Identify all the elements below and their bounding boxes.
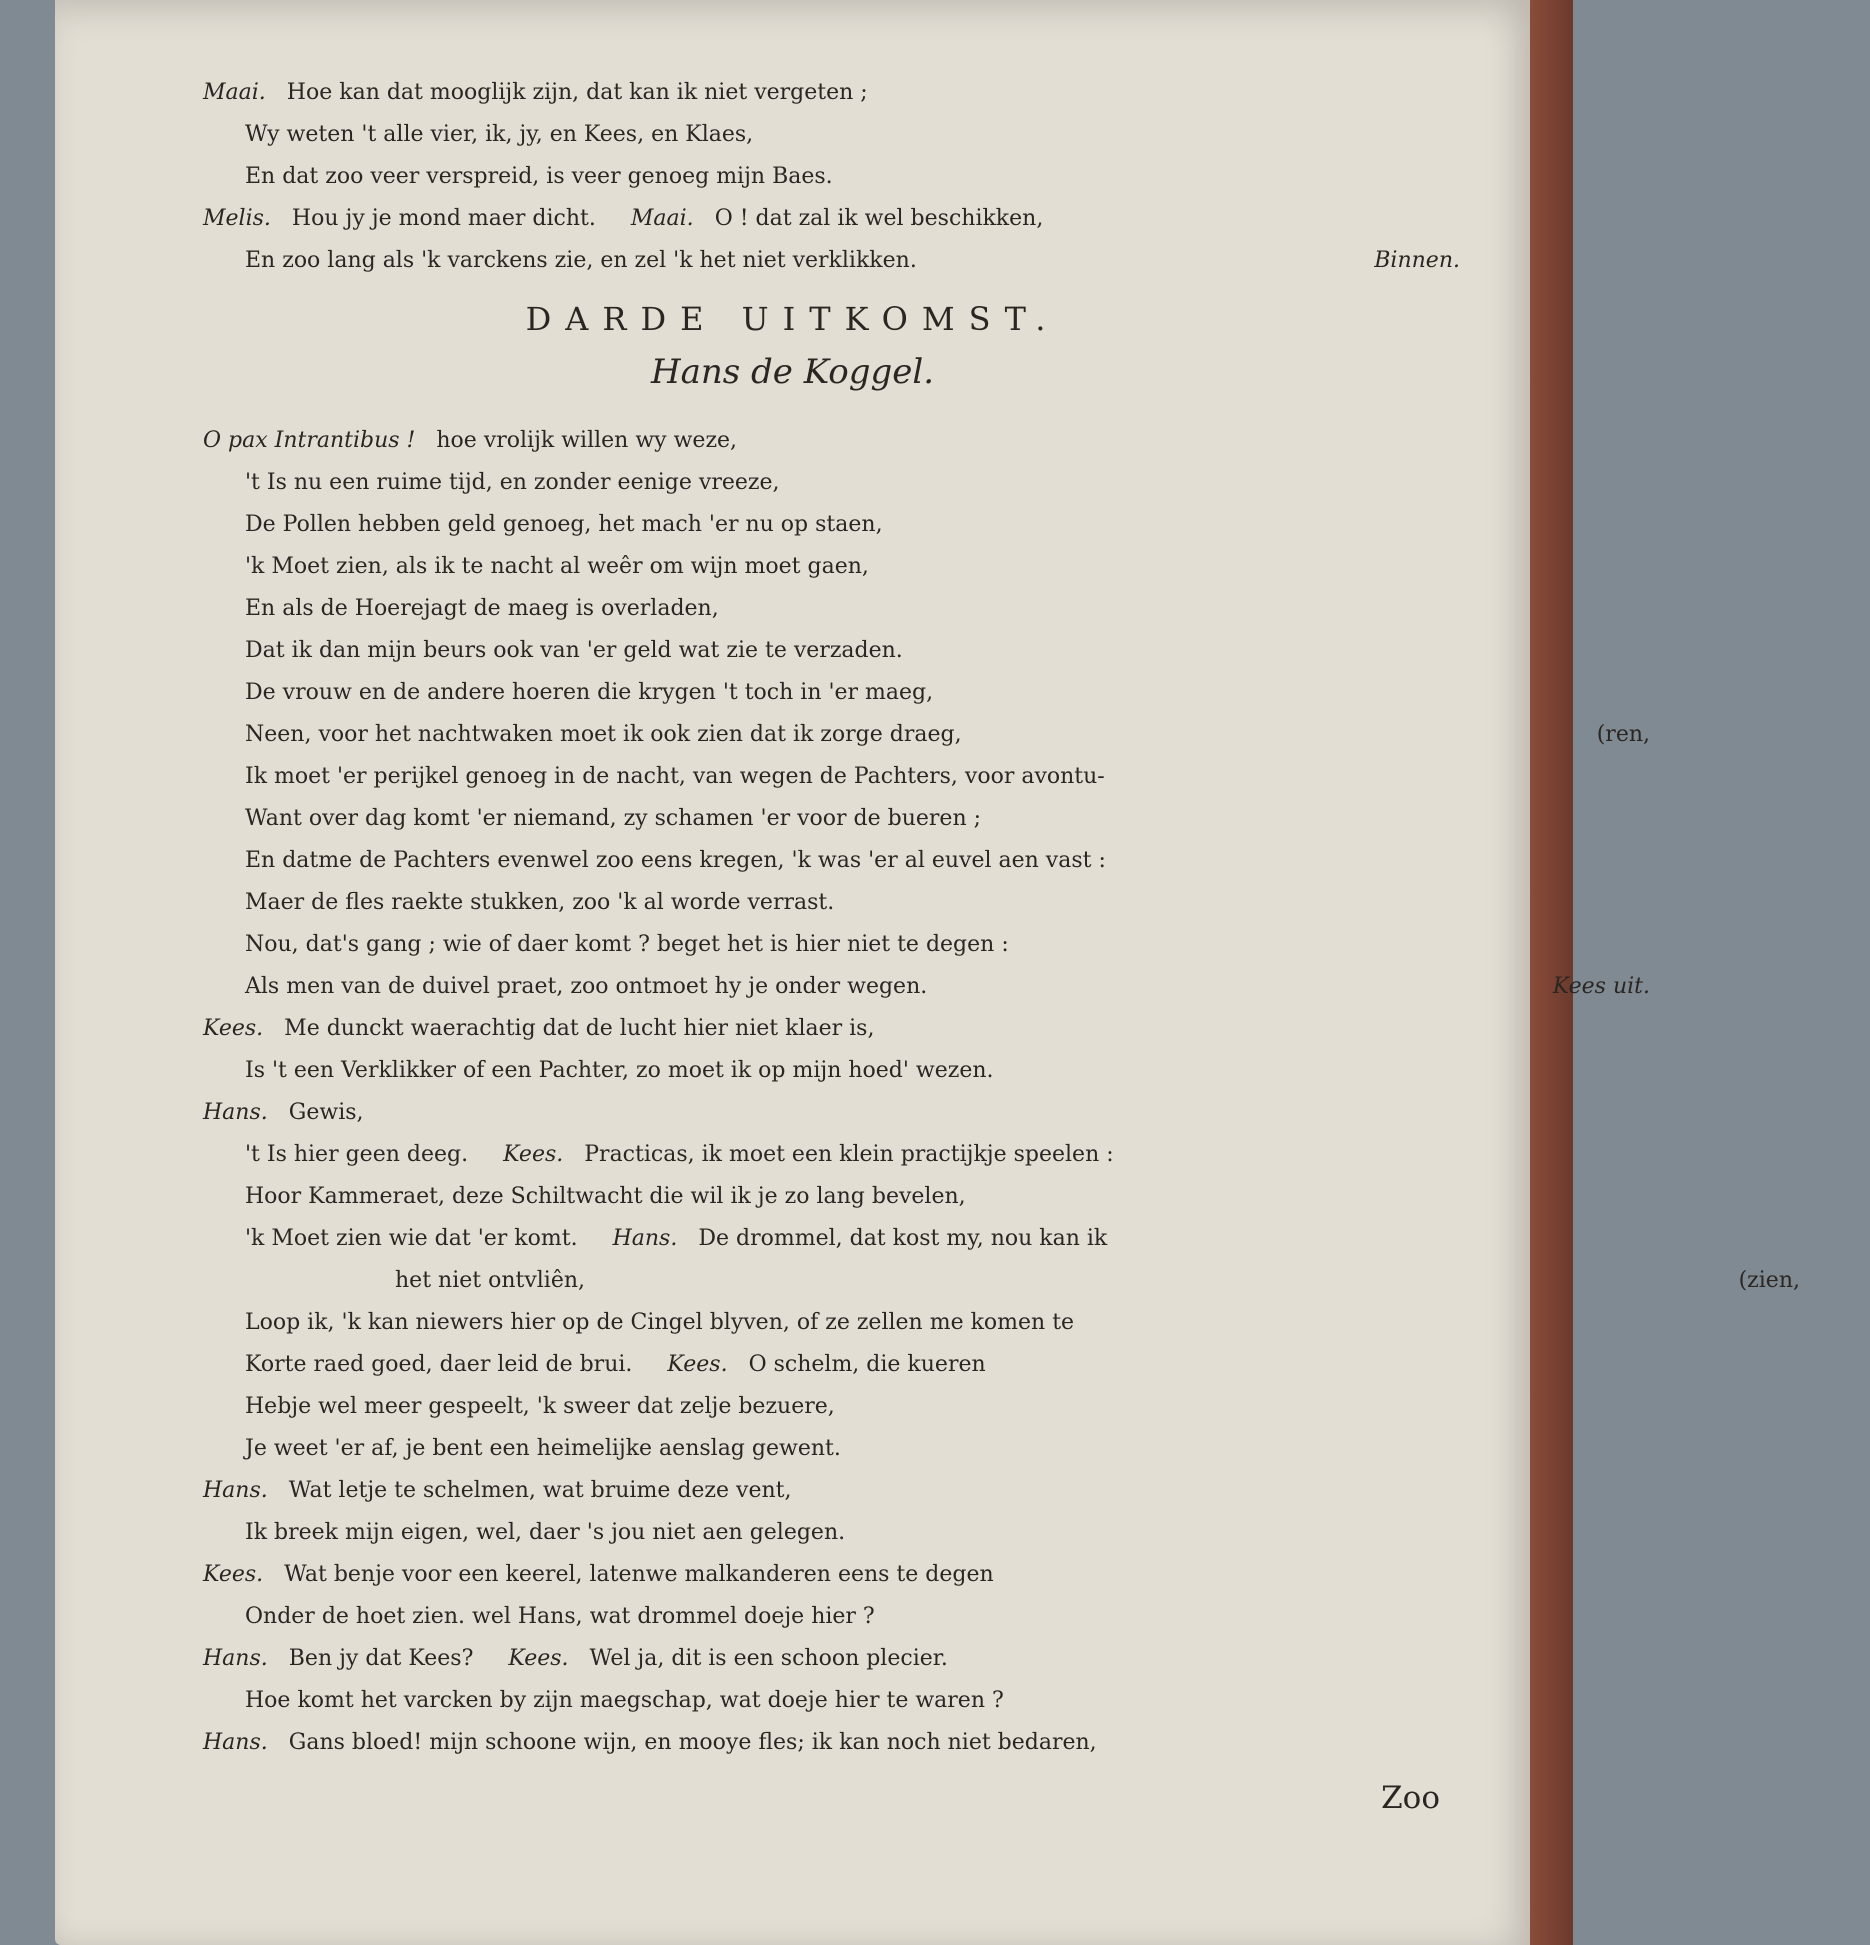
speaker-label: Kees.	[667, 1352, 728, 1377]
verse-text: Maer de fles raekte stukken, zoo 'k al worde verrast.	[245, 890, 835, 915]
verse-text: Korte raed goed, daer leid de brui.	[245, 1352, 633, 1377]
verse-text: O ! dat zal ik wel beschikken,	[714, 206, 1044, 231]
speaker-label: Maai.	[630, 206, 694, 231]
book-page	[55, 0, 1800, 1945]
verse-line	[395, 1260, 1870, 1302]
speaker-label: Melis.	[203, 206, 271, 231]
verse-line	[245, 756, 1720, 798]
verse-line	[245, 1218, 1720, 1260]
verse-text: Wel ja, dit is een schoon plecier.	[589, 1646, 948, 1671]
speaker-label: O pax Intrantibus !	[203, 428, 416, 453]
verse-text: De drommel, dat kost my, nou kan ik	[698, 1226, 1108, 1251]
verse-line	[245, 1512, 1720, 1554]
verse-line	[245, 630, 1720, 672]
verse-text: Hoe kan dat mooglijk zijn, dat kan ik niet vergeten ;	[286, 80, 868, 105]
speaker-label: Kees.	[503, 1142, 564, 1167]
verse-text: Nou, dat's gang ; wie of daer komt ? beget het is hier niet te degen :	[245, 932, 1009, 957]
verse-text: hoe vrolijk willen wy weze,	[436, 428, 738, 453]
verse-text: Neen, voor het nachtwaken moet ik ook zien dat ik zorge draeg,	[245, 722, 962, 747]
verse-line	[245, 1050, 1720, 1092]
verse-line	[245, 714, 1720, 756]
turnover-text: (zien,	[1738, 1268, 1800, 1293]
verse-text: De Pollen hebben geld genoeg, het mach 'er nu op staen,	[245, 512, 883, 537]
verse-text: Hoe komt het varcken by zijn maegschap, wat doeje hier te waren ?	[245, 1688, 1004, 1713]
verse-text: Is 't een Verklikker of een Pachter, zo moet ik op mijn hoed' wezen.	[245, 1058, 994, 1083]
verse-line	[203, 1722, 1678, 1764]
verse-line	[245, 240, 1720, 282]
speaker-label: Kees.	[203, 1562, 264, 1587]
verse-text: En dat zoo veer verspreid, is veer genoeg mijn Baes.	[245, 164, 833, 189]
verse-text: En als de Hoerejagt de maeg is overladen,	[245, 596, 719, 621]
verse-line	[245, 966, 1720, 1008]
verse-text: Gewis,	[288, 1100, 364, 1125]
verse-text: Hebje wel meer gespeelt, 'k sweer dat zelje bezuere,	[245, 1394, 835, 1419]
verse-text: 't Is hier geen deeg.	[245, 1142, 469, 1167]
verse-line	[245, 1344, 1720, 1386]
verse-text: Wat benje voor een keerel, latenwe malkanderen eens te degen	[284, 1562, 994, 1587]
section-subtitle: Hans de Koggel.	[650, 352, 935, 392]
verse-text: 'k Moet zien, als ik te nacht al weêr om wijn moet gaen,	[245, 554, 869, 579]
verse-text: Ben jy dat Kees?	[288, 1646, 474, 1671]
verse-text: Je weet 'er af, je bent een heimelijke aenslag gewent.	[245, 1436, 841, 1461]
verse-text: Onder de hoet zien. wel Hans, wat drommel doeje hier ?	[245, 1604, 875, 1629]
speaker-label: Hans.	[203, 1730, 268, 1755]
stage-direction: Kees uit.	[1552, 974, 1650, 999]
verse-text: Hoor Kammeraet, deze Schiltwacht die wil ik je zo lang bevelen,	[245, 1184, 966, 1209]
speaker-label: Kees.	[508, 1646, 569, 1671]
speaker-label: Kees.	[203, 1016, 264, 1041]
verse-line	[203, 1470, 1678, 1512]
speaker-label: Hans.	[203, 1478, 268, 1503]
verse-line	[245, 1680, 1720, 1722]
verse-line	[245, 882, 1720, 924]
verse-line	[203, 1638, 1678, 1680]
verse-line	[245, 1386, 1720, 1428]
verse-line	[245, 114, 1720, 156]
verse-text: Loop ik, 'k kan niewers hier op de Cingel blyven, of ze zellen me komen te	[245, 1310, 1075, 1335]
verse-line	[245, 546, 1720, 588]
verse-line	[245, 798, 1720, 840]
verse-text: Gans bloed! mijn schoone wijn, en mooye fles; ik kan noch niet bedaren,	[288, 1730, 1097, 1755]
verse-text: Wy weten 't alle vier, ik, jy, en Kees, en Klaes,	[245, 122, 754, 147]
verse-text: Als men van de duivel praet, zoo ontmoet hy je onder wegen.	[245, 974, 928, 999]
verse-text: Dat ik dan mijn beurs ook van 'er geld wat zie te verzaden.	[245, 638, 903, 663]
verse-text: De vrouw en de andere hoeren die krygen 't toch in 'er maeg,	[245, 680, 934, 705]
verse-line	[245, 1428, 1720, 1470]
verse-line	[203, 72, 1678, 114]
verse-text: Ik breek mijn eigen, wel, daer 's jou niet aen gelegen.	[245, 1520, 846, 1545]
verse-line	[203, 1092, 1678, 1134]
verse-text: Practicas, ik moet een klein practijkje speelen :	[584, 1142, 1114, 1167]
speaker-label: Hans.	[612, 1226, 678, 1251]
verse-text: Me dunckt waerachtig dat de lucht hier niet klaer is,	[284, 1016, 875, 1041]
verse-line	[245, 924, 1720, 966]
catchword: Zoo	[1381, 1780, 1440, 1816]
speaker-label: Hans.	[203, 1646, 268, 1671]
verse-line	[245, 1302, 1720, 1344]
verse-text: Want over dag komt 'er niemand, zy schamen 'er voor de bueren ;	[245, 806, 982, 831]
verse-line	[245, 156, 1720, 198]
speaker-label: Maai.	[203, 80, 266, 105]
verse-text: Ik moet 'er perijkel genoeg in de nacht, van wegen de Pachters, voor avontu-	[245, 764, 1105, 789]
verse-line	[245, 1176, 1720, 1218]
verse-text: 'k Moet zien wie dat 'er komt.	[245, 1226, 578, 1251]
verse-text: En datme de Pachters evenwel zoo eens kregen, 'k was 'er al euvel aen vast :	[245, 848, 1106, 873]
verse-text: Wat letje te schelmen, wat bruime deze vent,	[288, 1478, 792, 1503]
verse-line	[245, 840, 1720, 882]
verse-line	[203, 198, 1678, 240]
verse-line	[245, 1596, 1720, 1638]
verse-text: het niet ontvliên,	[395, 1268, 586, 1293]
verse-line	[245, 504, 1720, 546]
verse-line	[245, 462, 1720, 504]
section-title: DARDE UITKOMST.	[525, 300, 1060, 338]
verse-line	[245, 588, 1720, 630]
verse-line	[245, 1134, 1720, 1176]
verse-text: Hou jy je mond maer dicht.	[291, 206, 596, 231]
verse-line	[203, 1554, 1678, 1596]
verse-line	[245, 672, 1720, 714]
speaker-label: Hans.	[203, 1100, 268, 1125]
turnover-text: (ren,	[1596, 722, 1650, 747]
verse-text: 't Is nu een ruime tijd, en zonder eenige vreeze,	[245, 470, 780, 495]
verse-line	[203, 1008, 1678, 1050]
stage-direction: Binnen.	[1374, 248, 1460, 273]
verse-text: O schelm, die kueren	[748, 1352, 986, 1377]
verse-line	[203, 420, 1678, 462]
verse-text: En zoo lang als 'k varckens zie, en zel 'k het niet verklikken.	[245, 248, 917, 273]
